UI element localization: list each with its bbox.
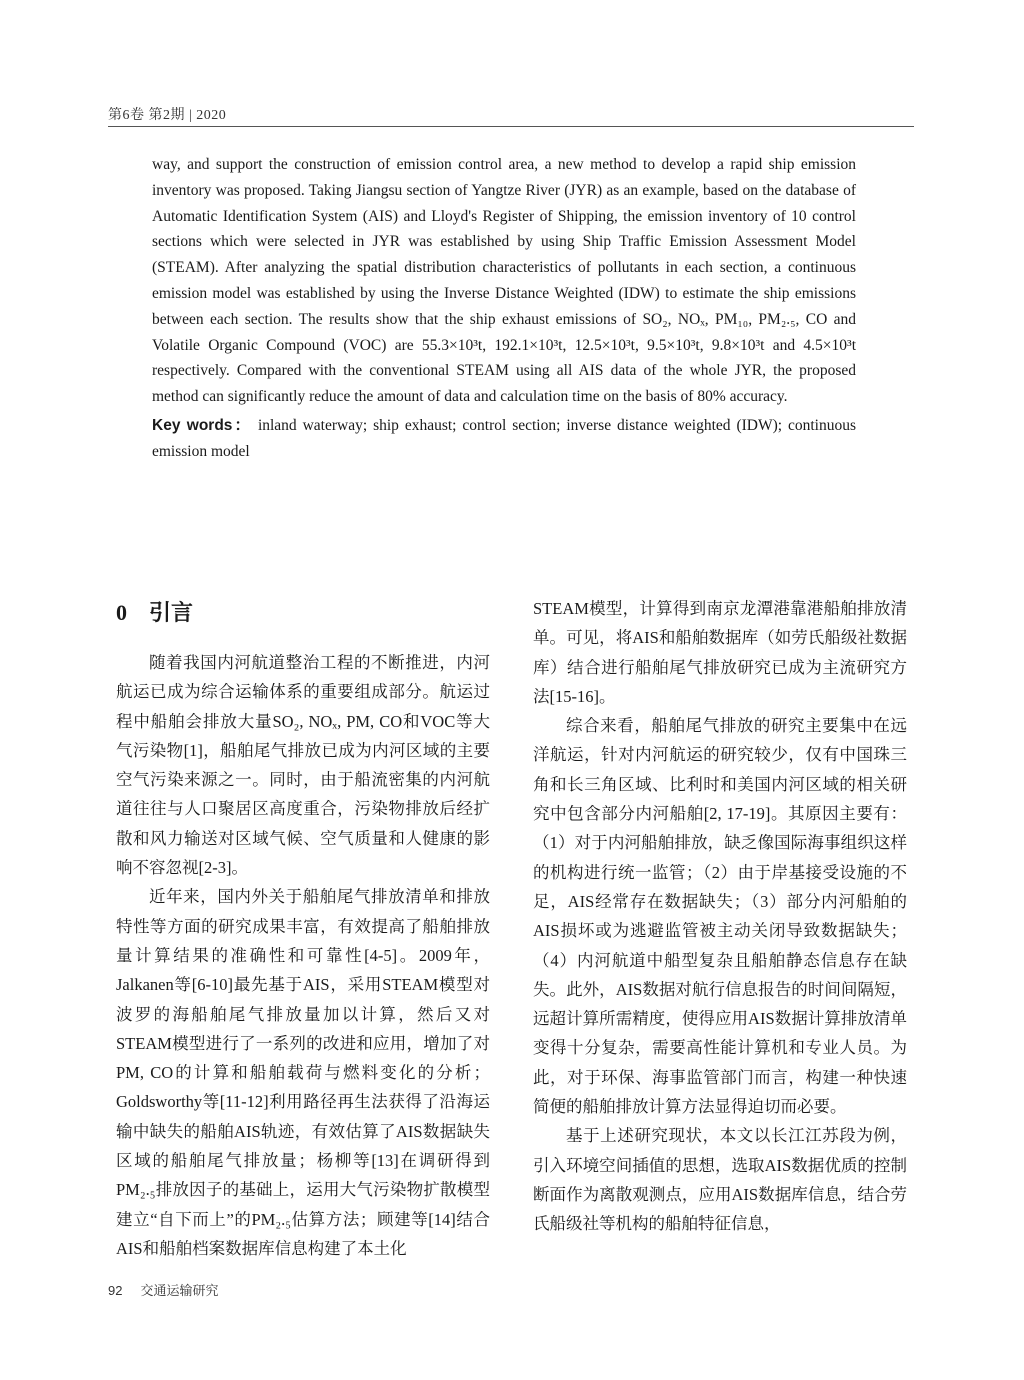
- paragraph: 随着我国内河航道整治工程的不断推进，内河航运已成为综合运输体系的重要组成部分。航运过程中船舶会排放大量SO₂, NOₓ, PM, CO和VOC等大气污染物[1]，船舶尾气排放已成为内河区域的主要空气污染来源之一。同时，由于船流密集的内河航道往往与人口聚居区高度重合，污染物排放后经扩散和风力输送对区域气候、空气质量和人健康的影响不容忽视[2-3]。: [116, 653, 490, 878]
- right-column: [533, 594, 907, 1239]
- paragraph: STEAM模型，计算得到南京龙潭港靠港船舶排放清单。可见，将AIS和船舶数据库（如劳氏船级社数据库）结合进行船舶尾气排放研究已成为主流研究方法[15-16]。: [533, 599, 907, 706]
- running-header: 第6卷 第2期 | 2020: [108, 108, 227, 123]
- page-footer: [108, 1280, 218, 1299]
- abstract-text: way, and support the construction of emission control area, a new method to develop a rapid ship emission inventory was proposed. Taking Jiangsu section of Yangtze River (JYR) as an example, based on the database of Automatic Identification System (AIS) and Lloyd's Register of Shipping, the emission inventory of 10 control sections which were selected in JYR was established by using Ship Traffic Emission Assessment Model (STEAM). After analyzing the spatial distribution characteristics of pollutants in each section, a continuous emission model was established by using the Inverse Distance Weighted (IDW) to estimate the ship emissions between each section. The results show that the ship exhaust emissions of SO₂, NOₓ, PM₁₀, PM₂.₅, CO and Volatile Organic Compound (VOC) are 55.3×10³t, 192.1×10³t, 12.5×10³t, 9.5×10³t, 9.8×10³t and 4.5×10³t respectively. Compared with the conventional STEAM using all AIS data of the whole JYR, the proposed method can significantly reduce the amount of data and calculation time on the basis of 80% accuracy.: [152, 156, 856, 406]
- keywords-label: Key words：: [152, 416, 253, 434]
- journal-name: 交通运输研究: [140, 1284, 219, 1299]
- header-divider: [108, 126, 914, 127]
- english-abstract: [152, 152, 856, 465]
- section-title: 引言: [149, 600, 194, 625]
- paragraph: 综合来看，船舶尾气排放的研究主要集中在远洋航运，针对内河航运的研究较少，仅有中国珠三角和长三角区域、比利时和美国内河区域的相关研究中包含部分内河船舶[2, 17-19]。其原因主要有：（1）对于内河船舶排放，缺乏像国际海事组织这样的机构进行统一监管；（2）由于岸基接受设施的不足，AIS经常存在数据缺失；（3）部分内河船舶的AIS损坏或为逃避监管被主动关闭导致数据缺失；（4）内河航道中船型复杂且船舶静态信息存在缺失。此外，AIS数据对航行信息报告的时间间隔短，远超计算所需精度，使得应用AIS数据计算排放清单变得十分复杂，需要高性能计算机和专业人员。为此，对于环保、海事监管部门而言，构建一种快速简便的船舶排放计算方法显得迫切而必要。: [533, 716, 907, 1117]
- paragraph: 近年来，国内外关于船舶尾气排放清单和排放特性等方面的研究成果丰富，有效提高了船舶排放量计算结果的准确性和可靠性[4-5]。2009年，Jalkanen等[6-10]最先基于AIS，采用STEAM模型对波罗的海船舶尾气排放量加以计算，然后又对STEAM模型进行了一系列的改进和应用，增加了对PM, CO的计算和船舶载荷与燃料变化的分析；Goldsworthy等[11-12]利用路径再生法获得了沿海运输中缺失的船舶AIS轨迹，有效估算了AIS数据缺失区域的船舶尾气排放量；杨柳等[13]在调研得到PM₂.₅排放因子的基础上，运用大气污染物扩散模型建立“自下而上”的PM₂.₅估算方法；顾建等[14]结合AIS和船舶档案数据库信息构建了本土化: [116, 887, 490, 1258]
- section-heading: [116, 596, 193, 627]
- paragraph: 基于上述研究现状，本文以长江江苏段为例，引入环境空间插值的思想，选取AIS数据优质的控制断面作为离散观测点，应用AIS数据库信息，结合劳氏船级社等机构的船舶特征信息，: [533, 1126, 907, 1234]
- left-column: [116, 648, 490, 1263]
- keywords-text: inland waterway; ship exhaust; control section; inverse distance weighted (IDW); continuous emission model: [152, 416, 856, 460]
- page-number: 92: [108, 1283, 123, 1298]
- section-number: 0: [116, 600, 127, 625]
- keywords: [152, 413, 856, 465]
